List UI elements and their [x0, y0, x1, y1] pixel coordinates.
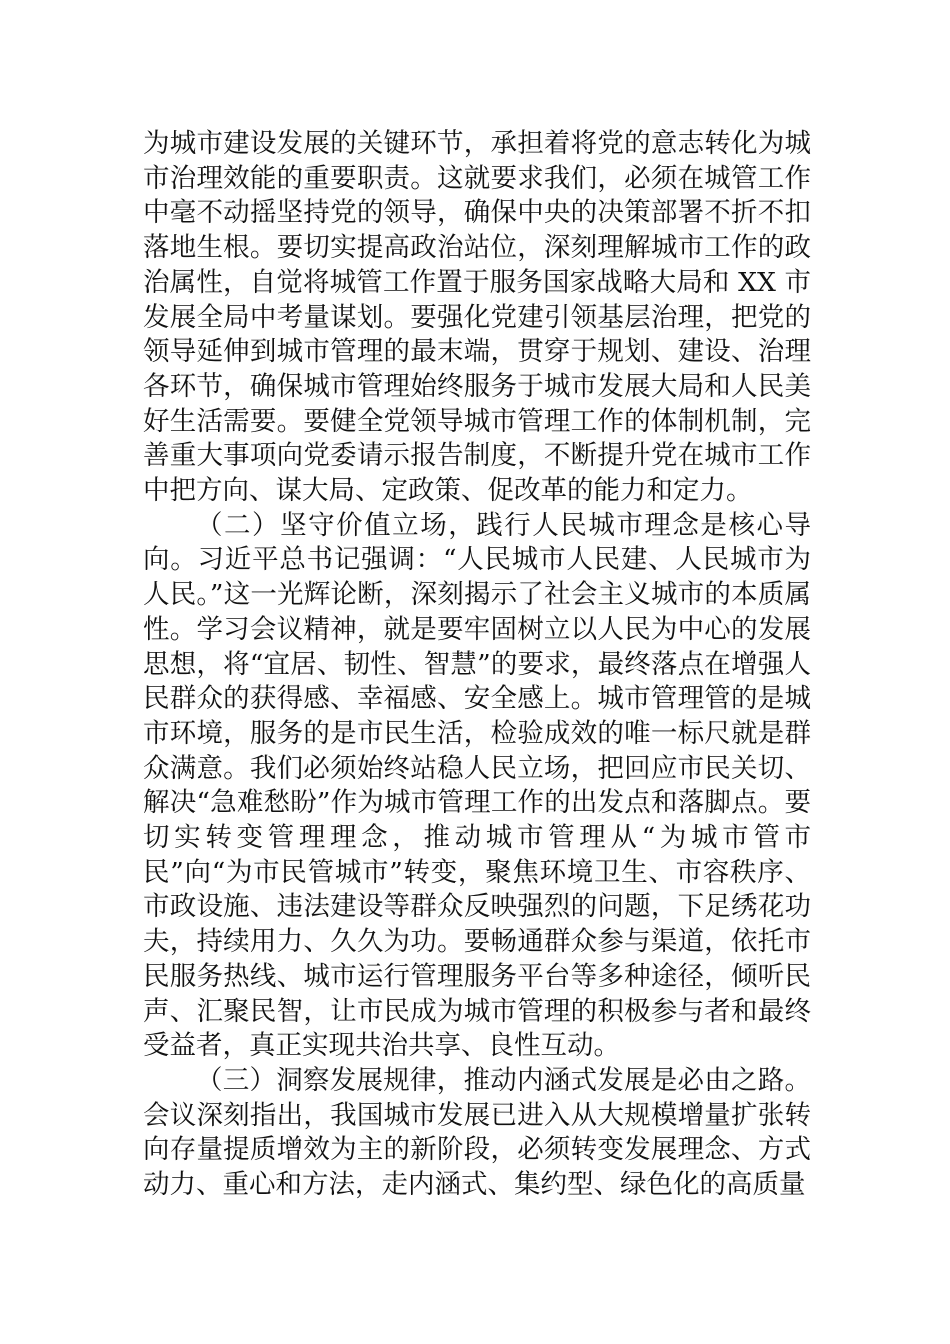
paragraph-continued: 为城市建设发展的关键环节，承担着将党的意志转化为城市治理效能的重要职责。这就要求我们，必须在城管工作中毫不动摇坚持党的领导，确保中央的决策部署不折不扣落地生根。要切实提高政治站位，深刻理解城市工作的政治属性，自觉将城管工作置于服务国家战略大局和 XX 市发展全局中考量谋划。要强化党建引领基层治理，把党的领导延伸到城市管理的最末端，贯穿于规划、建设、治理各环节，确保城市管理始终服务于城市发展大局和人民美好生活需要。要健全党领导城市管理工作的体制机制，完善重大事项向党委请示报告制度，不断提升党在城市工作中把方向、谋大局、定政策、促改革的能力和定力。 — [143, 128, 811, 507]
paragraph-section-two: （二）坚守价值立场，践行人民城市理念是核心导向。习近平总书记强调：“人民城市人民建、人民城市为人民。”这一光辉论断，深刻揭示了社会主义城市的本质属性。学习会议精神，就是要牢固树立以人民为中心的发展思想，将“宜居、韧性、智慧”的要求，最终落点在增强人民群众的获得感、幸福感、安全感上。城市管理管的是城市环境，服务的是市民生活，检验成效的唯一标尺就是群众满意。我们必须始终站稳人民立场，把回应市民关切、解决“急难愁盼”作为城市管理工作的出发点和落脚点。要切实转变管理理念，推动城市管理从“为城市管市民”向“为市民管城市”转变，聚焦环境卫生、市容秩序、市政设施、违法建设等群众反映强烈的问题，下足绣花功夫，持续用力、久久为功。要畅通群众参与渠道，依托市民服务热线、城市运行管理服务平台等多种途径，倾听民声、汇聚民智，让市民成为城市管理的积极参与者和最终受益者，真正实现共治共享、良性互动。 — [143, 509, 811, 1062]
paragraph-section-three: （三）洞察发展规律，推动内涵式发展是必由之路。会议深刻指出，我国城市发展已进入从大规模增量扩张转向存量提质增效为主的新阶段，必须转变发展理念、方式动力、重心和方法，走内涵式、集约型、绿色化的高质量 — [143, 1064, 811, 1201]
document-page — [143, 127, 811, 1203]
